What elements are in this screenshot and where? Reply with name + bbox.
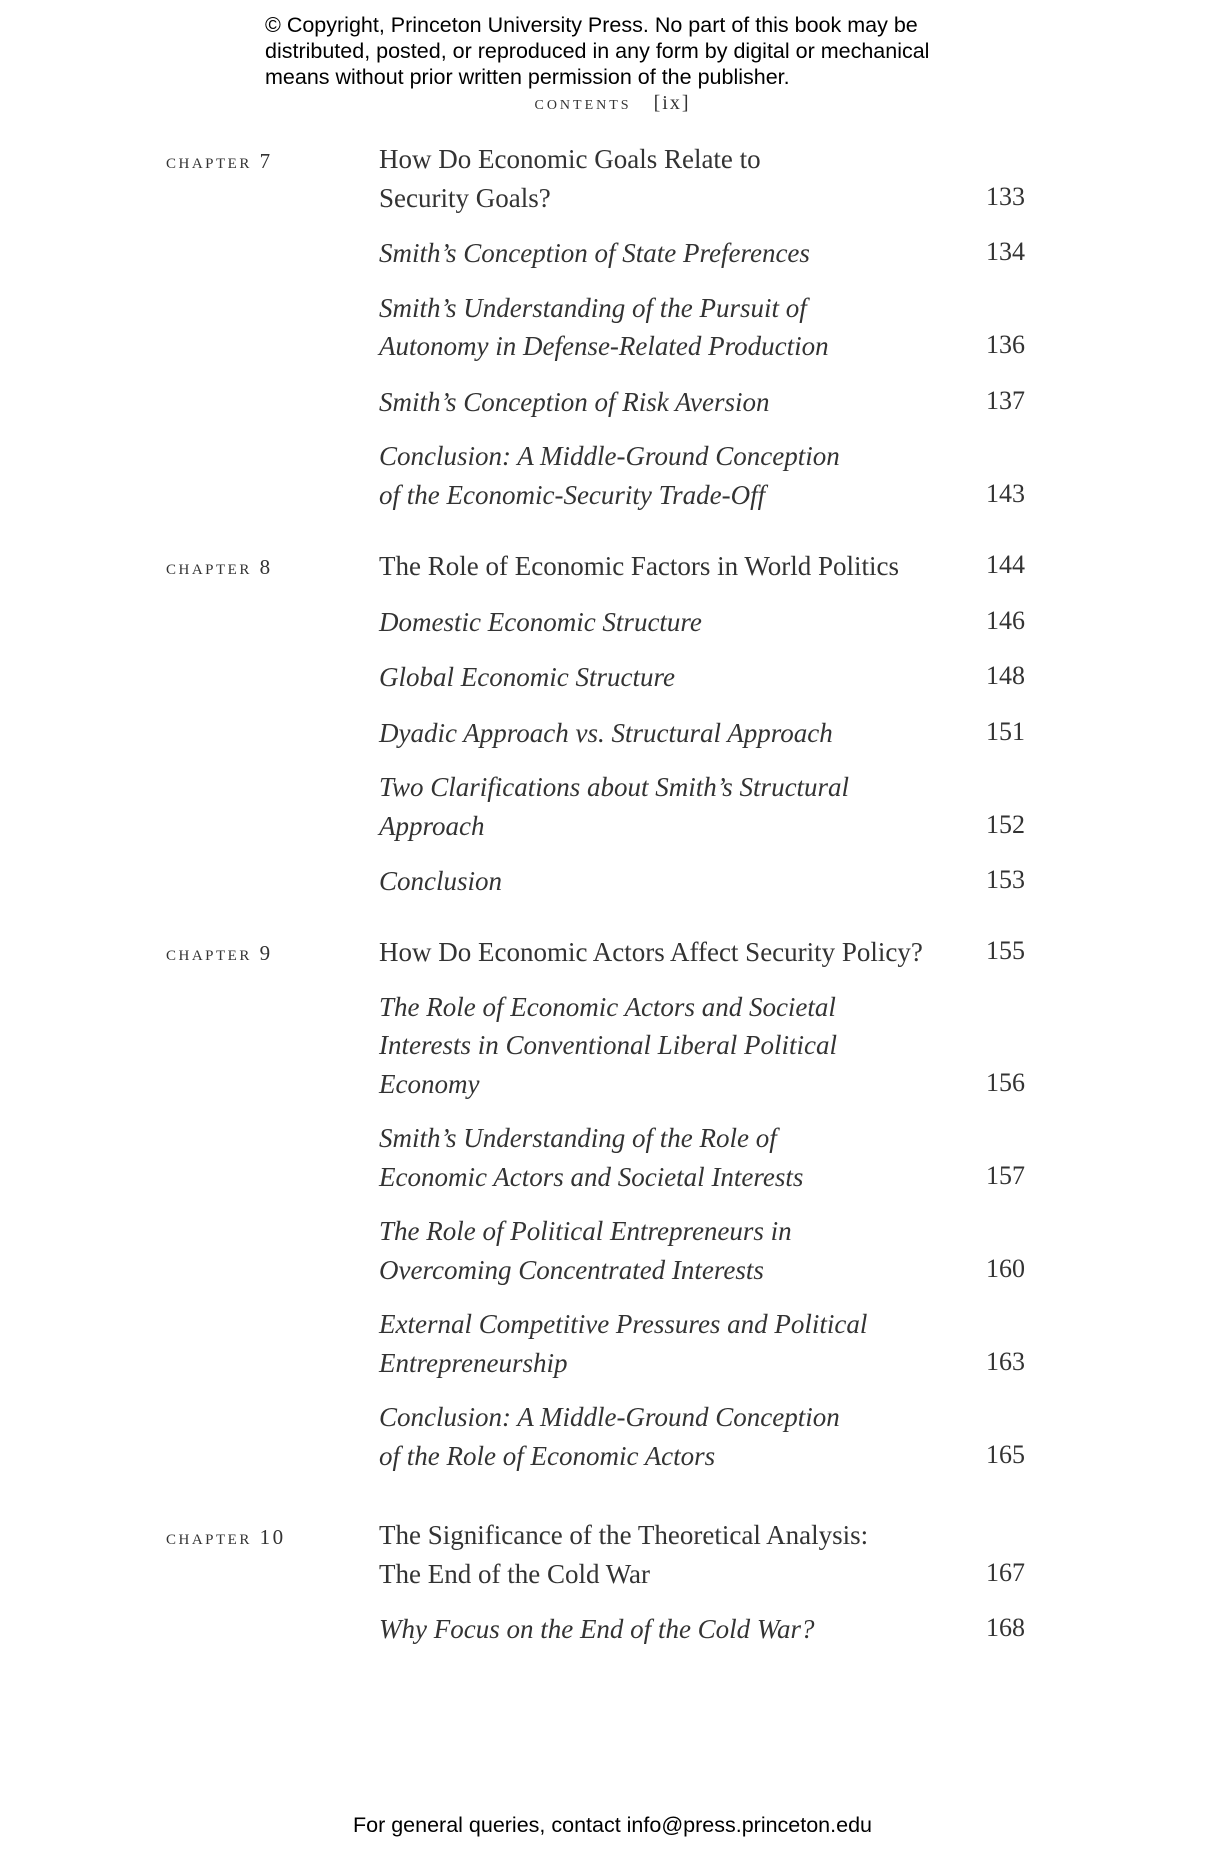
page-number: 155	[986, 936, 1025, 965]
copyright-notice	[265, 12, 1025, 90]
title-line: Autonomy in Defense-Related Production	[379, 331, 829, 361]
page-number: 165	[986, 1439, 1025, 1469]
title-line: Entrepreneurship	[379, 1347, 568, 1378]
page-number: 167	[986, 1557, 1025, 1587]
section-title	[379, 1398, 959, 1475]
chapter-label-word: chapter	[166, 149, 252, 173]
title-line: Global Economic Structure	[379, 662, 675, 692]
page-number: 163	[986, 1346, 1025, 1376]
chapter-label-word: chapter	[166, 1525, 252, 1549]
section-entry[interactable]	[379, 1398, 1025, 1475]
title-line: Overcoming Concentrated Interests	[379, 1254, 764, 1285]
page-number: 168	[986, 1613, 1025, 1642]
chapter-title-entry[interactable]	[379, 932, 1025, 972]
title-line: Smith’s Understanding of the Role of	[379, 1123, 777, 1153]
section-entry[interactable]	[379, 1212, 1025, 1289]
chapter-block	[0, 140, 1225, 514]
title-line: Domestic Economic Structure	[379, 606, 702, 637]
chapter-title-entry[interactable]	[379, 140, 1025, 217]
chapter-label	[166, 149, 273, 174]
page-number: 160	[986, 1253, 1025, 1283]
section-entry[interactable]	[379, 861, 1025, 901]
title-line: Economy	[379, 1068, 480, 1099]
title-line: External Competitive Pressures and Political	[379, 1309, 868, 1339]
chapter-label	[166, 941, 273, 966]
section-title	[379, 289, 959, 366]
page-number: 143	[986, 478, 1025, 508]
section-title	[379, 234, 959, 273]
title-line: Conclusion: A Middle-Ground Conception	[379, 441, 840, 471]
section-entry[interactable]	[379, 713, 1025, 753]
page-number: 151	[986, 716, 1025, 746]
chapter-title	[379, 547, 979, 586]
title-line: of the Economic-Security Trade-Off	[379, 479, 766, 510]
chapter-title	[379, 1516, 979, 1593]
section-entry[interactable]	[379, 1305, 1025, 1382]
chapter-title	[379, 933, 979, 972]
chapter-number: 7	[259, 149, 273, 173]
chapter-label	[166, 1525, 286, 1550]
title-line: The End of the Cold War	[379, 1558, 651, 1589]
page-number: 157	[986, 1160, 1025, 1190]
page-number: 153	[986, 865, 1025, 894]
section-entry[interactable]	[379, 1609, 1025, 1649]
page-number: 148	[986, 661, 1025, 690]
title-line: The Role of Economic Actors and Societal	[379, 991, 836, 1022]
title-line: The Role of Economic Factors in World Politics	[379, 551, 900, 581]
section-title	[379, 862, 959, 901]
section-entry[interactable]	[379, 289, 1025, 366]
section-title	[379, 988, 959, 1104]
title-line: Smith’s Conception of Risk Aversion	[379, 386, 770, 417]
chapter-label-word: chapter	[166, 941, 252, 965]
page-number: 136	[986, 330, 1025, 359]
section-entry[interactable]	[379, 233, 1025, 273]
chapter-number: 10	[259, 1525, 286, 1549]
page-number: 137	[986, 385, 1025, 415]
footer-contact: For general queries, contact info@press.princeton.edu	[352, 1813, 872, 1837]
title-line: Conclusion: A Middle-Ground Conception	[379, 1402, 840, 1432]
page-number: 133	[986, 181, 1025, 211]
chapter-number: 9	[259, 941, 273, 965]
copyright-line: means without prior written permission of the publisher.	[265, 65, 790, 89]
section-title	[379, 1610, 959, 1649]
copyright-line: © Copyright, Princeton University Press. No part of this book may be	[265, 13, 918, 37]
section-title	[379, 714, 959, 753]
section-title	[379, 1119, 959, 1196]
chapter-block	[0, 546, 1225, 901]
section-entry[interactable]	[379, 602, 1025, 642]
section-title	[379, 768, 959, 845]
page-number: 152	[986, 809, 1025, 839]
running-head	[0, 92, 1225, 115]
chapter-title	[379, 140, 979, 217]
section-title	[379, 437, 959, 514]
title-line: Two Clarifications about Smith’s Structural	[379, 772, 850, 802]
section-entry[interactable]	[379, 382, 1025, 422]
title-line: Smith’s Conception of State Preferences	[379, 238, 810, 268]
section-title	[379, 1212, 959, 1289]
title-line: Approach	[379, 810, 485, 841]
page-number: 144	[986, 550, 1025, 579]
title-line: Interests in Conventional Liberal Political	[379, 1030, 837, 1060]
title-line: Conclusion	[379, 866, 503, 896]
chapter-label-word: chapter	[166, 555, 252, 579]
section-title	[379, 383, 959, 422]
section-entry[interactable]	[379, 657, 1025, 697]
title-line: The Significance of the Theoretical Analysis:	[379, 1520, 869, 1550]
section-entry[interactable]	[379, 768, 1025, 845]
title-line: How Do Economic Goals Relate to	[379, 144, 761, 174]
running-head-page-number: [ix]	[653, 92, 691, 114]
chapter-label	[166, 555, 273, 580]
page-number: 134	[986, 237, 1025, 266]
section-entry[interactable]	[379, 988, 1025, 1104]
title-line: The Role of Political Entrepreneurs in	[379, 1216, 792, 1246]
title-line: How Do Economic Actors Affect Security Policy?	[379, 937, 923, 967]
section-title	[379, 658, 959, 697]
section-entry[interactable]	[379, 437, 1025, 514]
section-entry[interactable]	[379, 1119, 1025, 1196]
chapter-title-entry[interactable]	[379, 546, 1025, 586]
title-line: Security Goals?	[379, 182, 551, 213]
chapter-title-entry[interactable]	[379, 1516, 1025, 1593]
section-title	[379, 1305, 959, 1382]
title-line: of the Role of Economic Actors	[379, 1440, 716, 1471]
copyright-line: distributed, posted, or reproduced in any form by digital or mechanical	[265, 39, 930, 63]
title-line: Smith’s Understanding of the Pursuit of	[379, 292, 807, 323]
chapter-number: 8	[259, 555, 273, 579]
page-number: 146	[986, 605, 1025, 635]
title-line: Dyadic Approach vs. Structural Approach	[379, 717, 833, 748]
chapter-block	[0, 1516, 1225, 1649]
section-title	[379, 603, 959, 642]
title-line: Economic Actors and Societal Interests	[379, 1161, 804, 1192]
page-number: 156	[986, 1067, 1025, 1097]
chapter-block	[0, 932, 1225, 1475]
running-head-label: contents	[534, 92, 632, 114]
title-line: Why Focus on the End of the Cold War?	[379, 1614, 815, 1644]
